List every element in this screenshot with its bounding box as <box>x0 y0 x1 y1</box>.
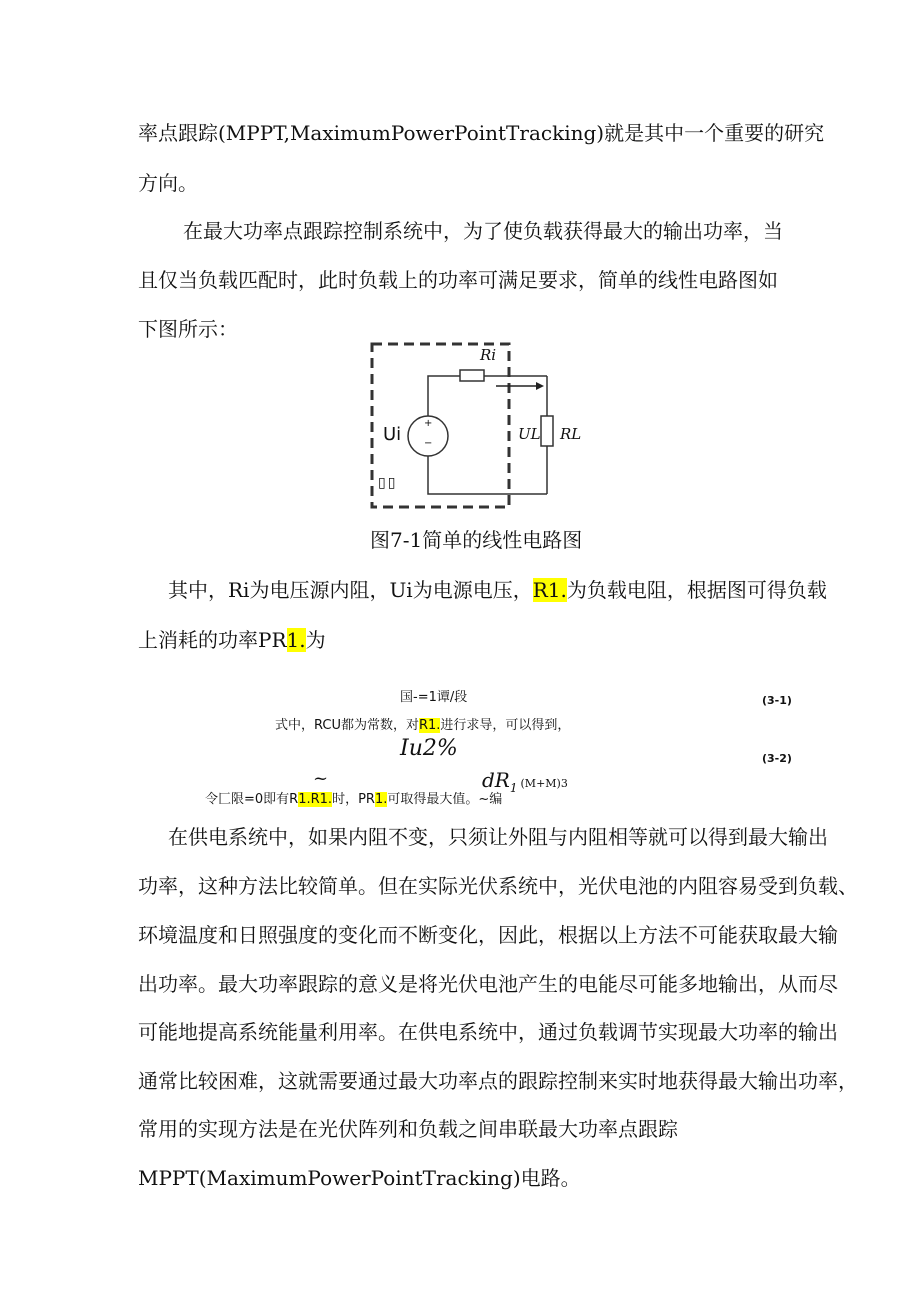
paragraph-line: 在供电系统中，如果内阻不变，只须让外阻与内阻相等就可以得到最大输出 <box>168 825 828 849</box>
load-resistor-symbol <box>541 416 553 446</box>
paragraph-line: 率点跟踪(MPPT,MaximumPowerPointTracking)就是其中一个重要的研究 <box>138 121 825 145</box>
plus-sign: + <box>424 418 433 429</box>
equation-1: 国-=1谭/段 <box>400 690 468 705</box>
internal-resistance-label: Ri <box>480 346 497 364</box>
paragraph-line: 且仅当负载匹配时，此时负载上的功率可满足要求，简单的线性电路图如 <box>138 268 778 292</box>
equation-number-1: (3-1) <box>762 694 792 707</box>
load-resistance-label: RL <box>560 425 582 443</box>
paragraph-line: MPPT(MaximumPowerPointTracking)电路。 <box>138 1166 581 1190</box>
highlight: 1.R1. <box>298 792 333 807</box>
paragraph-line: 常用的实现方法是在光伏阵列和负载之间串联最大功率点跟踪 <box>138 1117 678 1141</box>
paragraph-line: 功率，这种方法比较简单。但在实际光伏系统中，光伏电池的内阻容易受到负载、 <box>138 874 858 898</box>
equation-number-2: (3-2) <box>762 752 792 765</box>
highlight: 1. <box>374 792 388 807</box>
highlight: 1. <box>286 628 306 652</box>
paragraph-line: 出功率。最大功率跟踪的意义是将光伏电池产生的电能尽可能多地输出，从而尽 <box>138 972 838 996</box>
paragraph-line: 上消耗的功率PR1.为 <box>138 628 326 652</box>
source-voltage-label: Ui <box>383 424 402 445</box>
minus-sign: − <box>424 438 433 449</box>
paragraph-line: 方向。 <box>138 171 198 195</box>
circuit-wire <box>428 376 460 416</box>
paragraph-line: 其中，Ri为电压源内阻，Ui为电源电压，R1.为负载电阻，根据图可得负载 <box>168 578 827 602</box>
paragraph-line: 下图所示： <box>138 317 238 341</box>
equation-2-numerator: Ιu2% <box>400 736 458 761</box>
equation-note: 式中，RCU都为常数，对R1.进行求导，可以得到， <box>275 718 571 733</box>
equation-2-denominator: $dR_1$ (M+M)3 <box>482 768 568 795</box>
internal-resistor-symbol <box>460 370 484 381</box>
paragraph-line: 通常比较困难，这就需要通过最大功率点的跟踪控制来实时地获得最大输出功率， <box>138 1069 858 1093</box>
highlight: R1. <box>532 578 567 602</box>
paragraph-line: 可能地提高系统能量利用率。在供电系统中，通过负载调节实现最大功率的输出 <box>138 1020 838 1044</box>
paragraph-line: 环境温度和日照强度的变化而不断变化，因此，根据以上方法不可能获取最大输 <box>138 923 838 947</box>
load-voltage-label: UL <box>518 425 541 443</box>
current-arrow-head <box>536 382 544 390</box>
equation-tilde: ~ <box>313 768 329 789</box>
figure-caption: 图7-1简单的线性电路图 <box>370 528 583 552</box>
highlight: R1. <box>418 718 441 733</box>
paragraph-line: 在最大功率点跟踪控制系统中，为了使负载获得最大的输出功率，当 <box>183 219 783 243</box>
circuit-wire <box>428 456 547 494</box>
equation-condition: 令匚限=0即有R1.R1.时，PR1.可取得最大值。~编 <box>205 792 503 807</box>
corner-boxes: ▯▯ <box>378 475 398 491</box>
